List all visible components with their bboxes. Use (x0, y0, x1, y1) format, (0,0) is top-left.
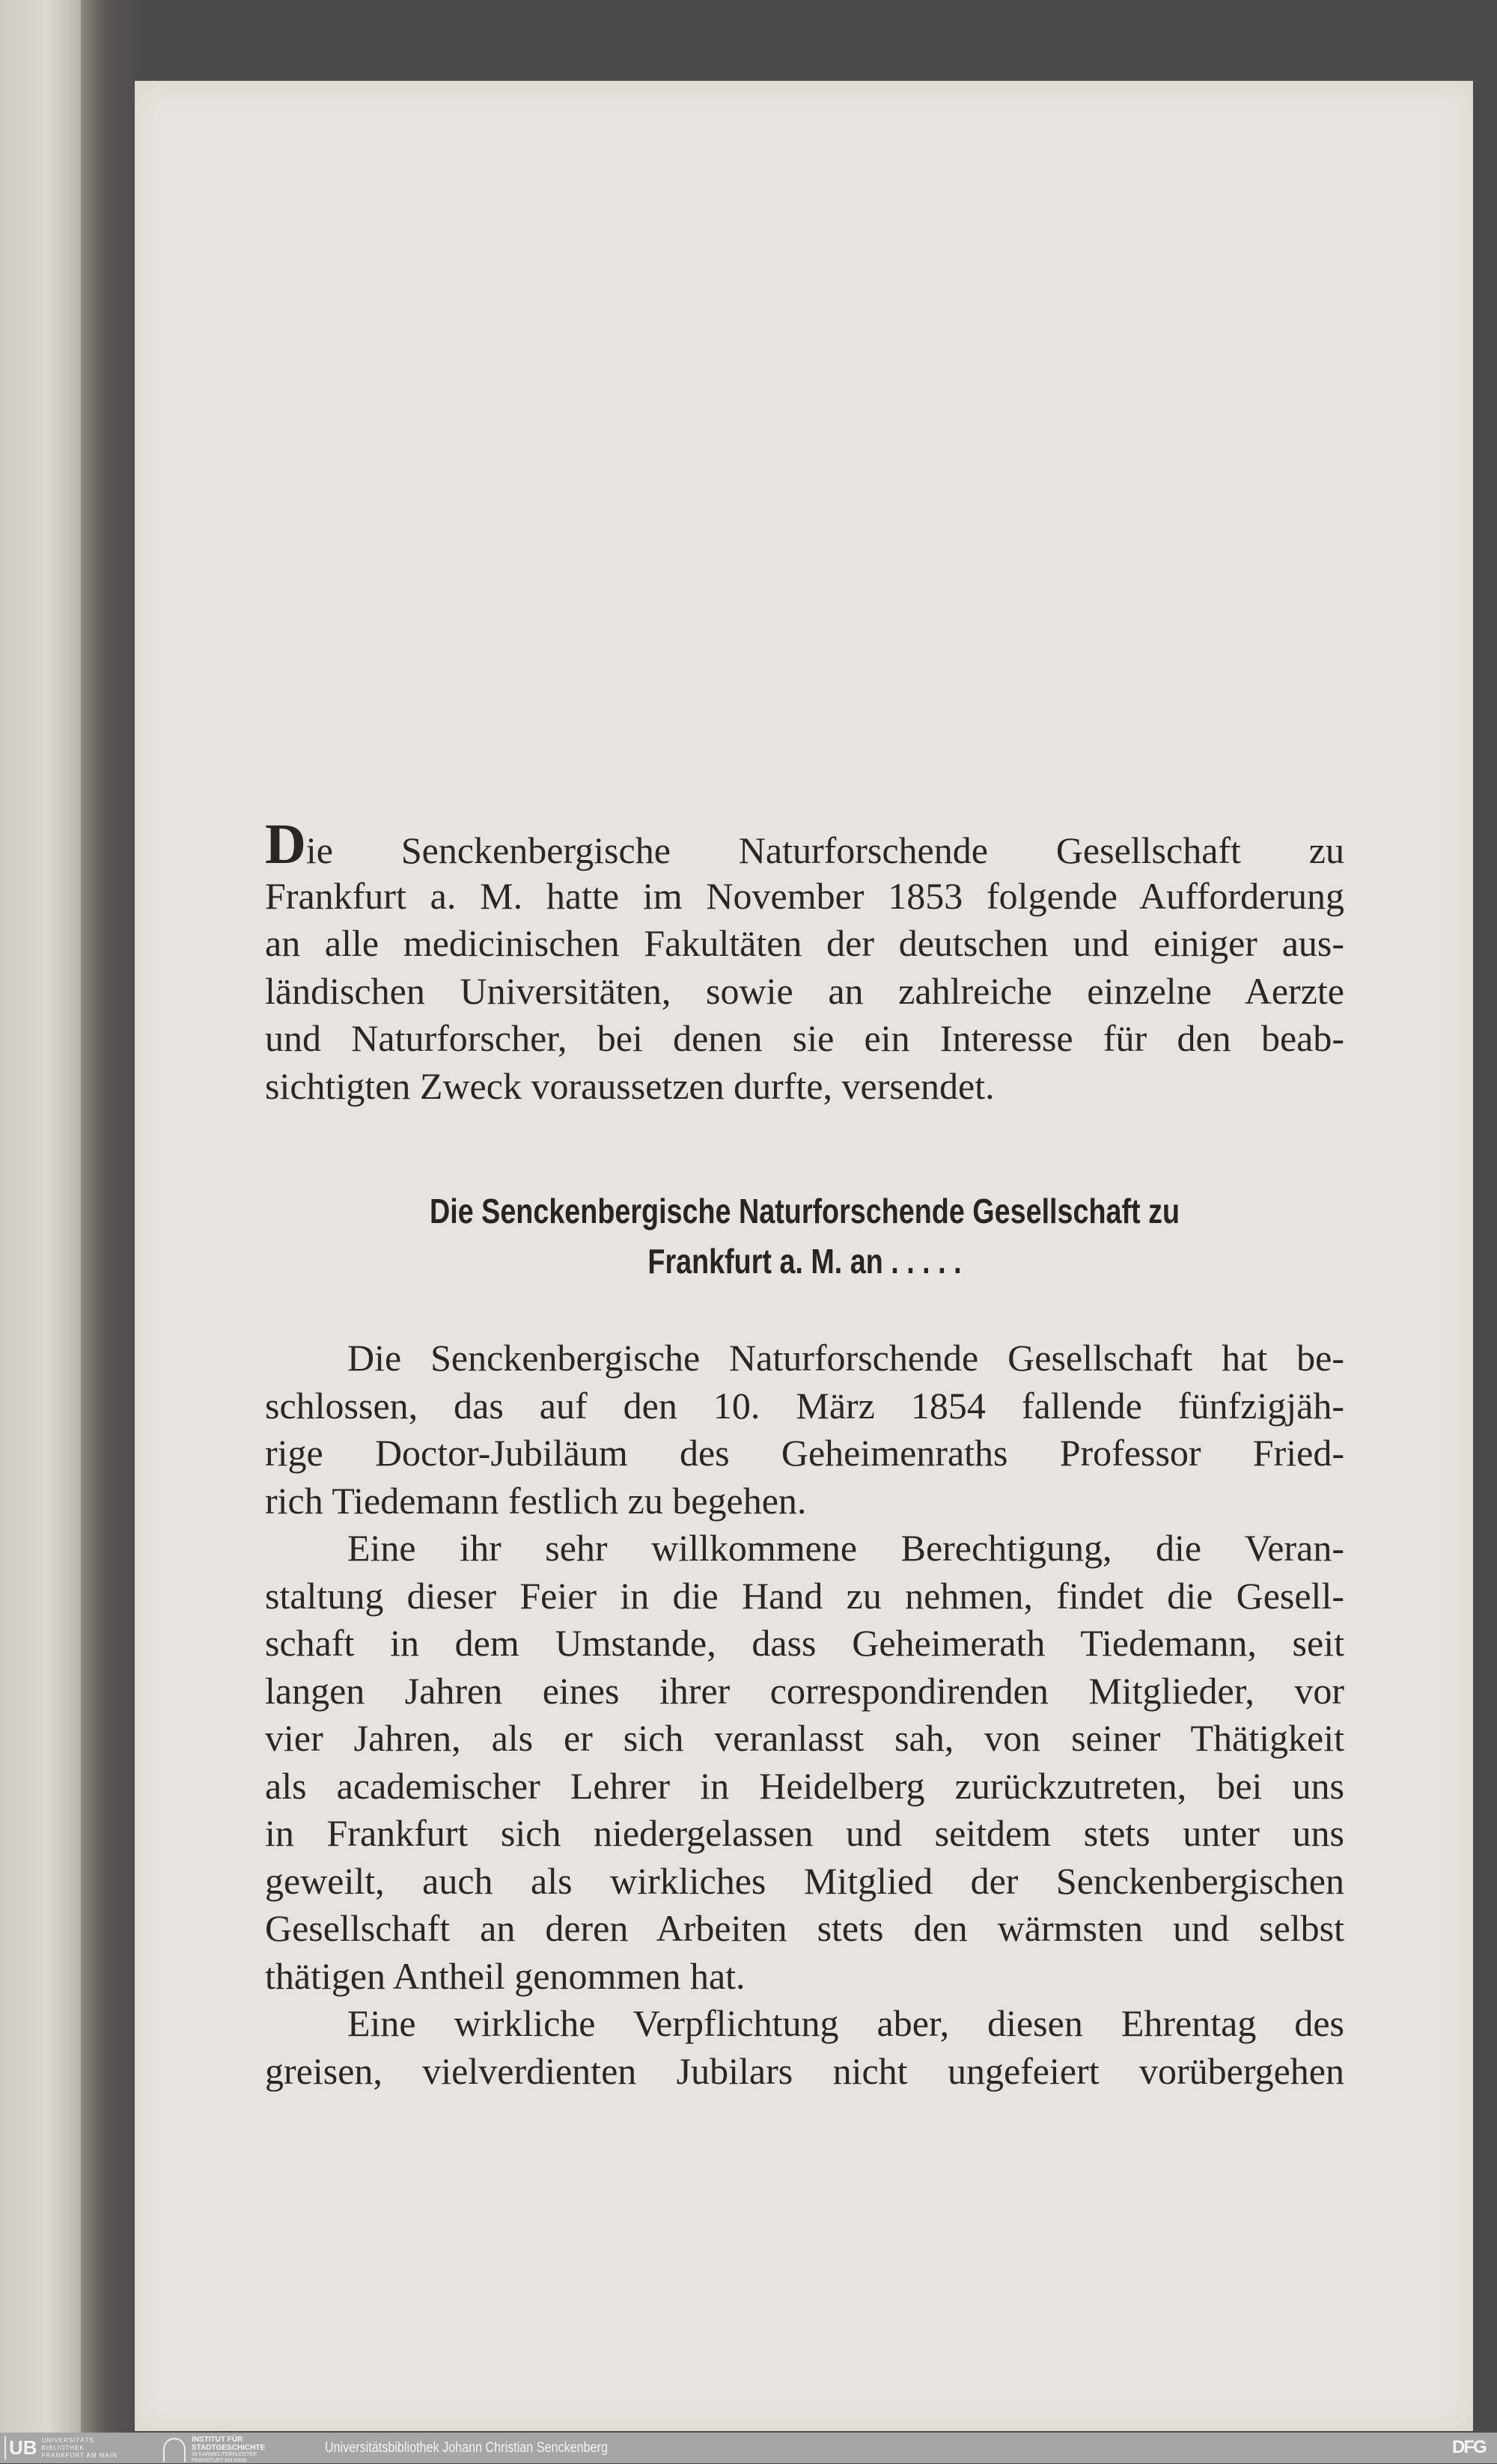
isg-subtitle: IM KARMELITERKLOSTER (192, 2452, 257, 2457)
intro-line: sichtigten Zweck voraussetzen durfte, versendet. (265, 1065, 995, 1107)
book-binding-shadow (81, 0, 142, 2433)
intro-line: ländischen Universitäten, sowie an zahlreiche einzelne Aerzte (265, 970, 1344, 1012)
isg-subtitle: FRANKFURT AM MAIN (192, 2458, 247, 2463)
body-line: schlossen, das auf den 10. März 1854 fallende fünfzigjäh- (265, 1384, 1344, 1427)
body-line: in Frankfurt sich niedergelassen und seitdem stets unter uns (265, 1812, 1344, 1854)
body-line: langen Jahren eines ihrer correspondirenden Mitglieder, vor (265, 1669, 1344, 1712)
body-line: vier Jahren, als er sich veranlasst sah, von seiner Thätigkeit (265, 1717, 1344, 1759)
heading-line-1: Die Senckenbergische Naturforschende Gesellschaft zu (429, 1192, 1180, 1231)
library-name: Universitätsbibliothek Johann Christian Senckenberg (325, 2440, 608, 2456)
intro-line: Frankfurt a. M. hatte im November 1853 folgende Aufforderung (265, 875, 1344, 917)
ub-logo-line: UNIVERSITÄTS (41, 2436, 94, 2444)
isg-logo[interactable] (163, 2436, 265, 2464)
drop-cap: D (265, 813, 306, 876)
body-line: thätigen Antheil genommen hat. (265, 1954, 746, 1997)
ub-logo-mark: UB (4, 2436, 37, 2460)
ub-logo-line: BIBLIOTHEK (41, 2444, 85, 2451)
isg-title: STADTGESCHICHTE (192, 2444, 266, 2452)
intro-line: und Naturforscher, bei denen sie ein Interesse für den beab- (265, 1017, 1344, 1059)
body-line: als academischer Lehrer in Heidelberg zurückzutreten, bei uns (265, 1764, 1344, 1807)
arch-icon (163, 2438, 186, 2462)
body-line: rich Tiedemann festlich zu begehen. (265, 1479, 807, 1522)
dfg-logo[interactable]: DFG (1452, 2437, 1486, 2457)
adjacent-page-edge (0, 0, 81, 2433)
body-line: schaft in dem Umstande, dass Geheimerath Tiedemann, seit (265, 1622, 1344, 1664)
scanned-page (135, 81, 1473, 2431)
ub-logo[interactable] (4, 2436, 118, 2460)
body-line: rige Doctor-Jubiläum des Geheimenraths Professor Fried- (265, 1432, 1344, 1474)
heading-line-2: Frankfurt a. M. an . . . . . (647, 1242, 962, 1281)
body-line: Die Senckenbergische Naturforschende Gesellschaft hat be- (347, 1337, 1344, 1379)
footer-bar (0, 2433, 1497, 2463)
body-line: Eine wirkliche Verpflichtung aber, diesen Ehrentag des (347, 2002, 1344, 2044)
body-line: Gesellschaft an deren Arbeiten stets den wärmsten und selbst (265, 1907, 1344, 1949)
ub-logo-line: FRANKFURT AM MAIN (41, 2451, 118, 2459)
intro-line (265, 813, 1344, 876)
isg-title: INSTITUT FÜR (192, 2436, 243, 2444)
intro-line: an alle medicinischen Fakultäten der deutschen und einiger aus- (265, 922, 1344, 964)
body-line: staltung dieser Feier in die Hand zu nehmen, findet die Gesell- (265, 1574, 1344, 1617)
body-line: geweilt, auch als wirkliches Mitglied der Senckenbergischen (265, 1859, 1344, 1902)
body-line: greisen, vielverdienten Jubilars nicht ungefeiert vorübergehen (265, 2049, 1344, 2092)
body-line: Eine ihr sehr willkommene Berechtigung, die Veran- (347, 1527, 1344, 1569)
intro-line-text: ie Senckenbergische Naturforschende Gesellschaft zu (305, 829, 1344, 871)
